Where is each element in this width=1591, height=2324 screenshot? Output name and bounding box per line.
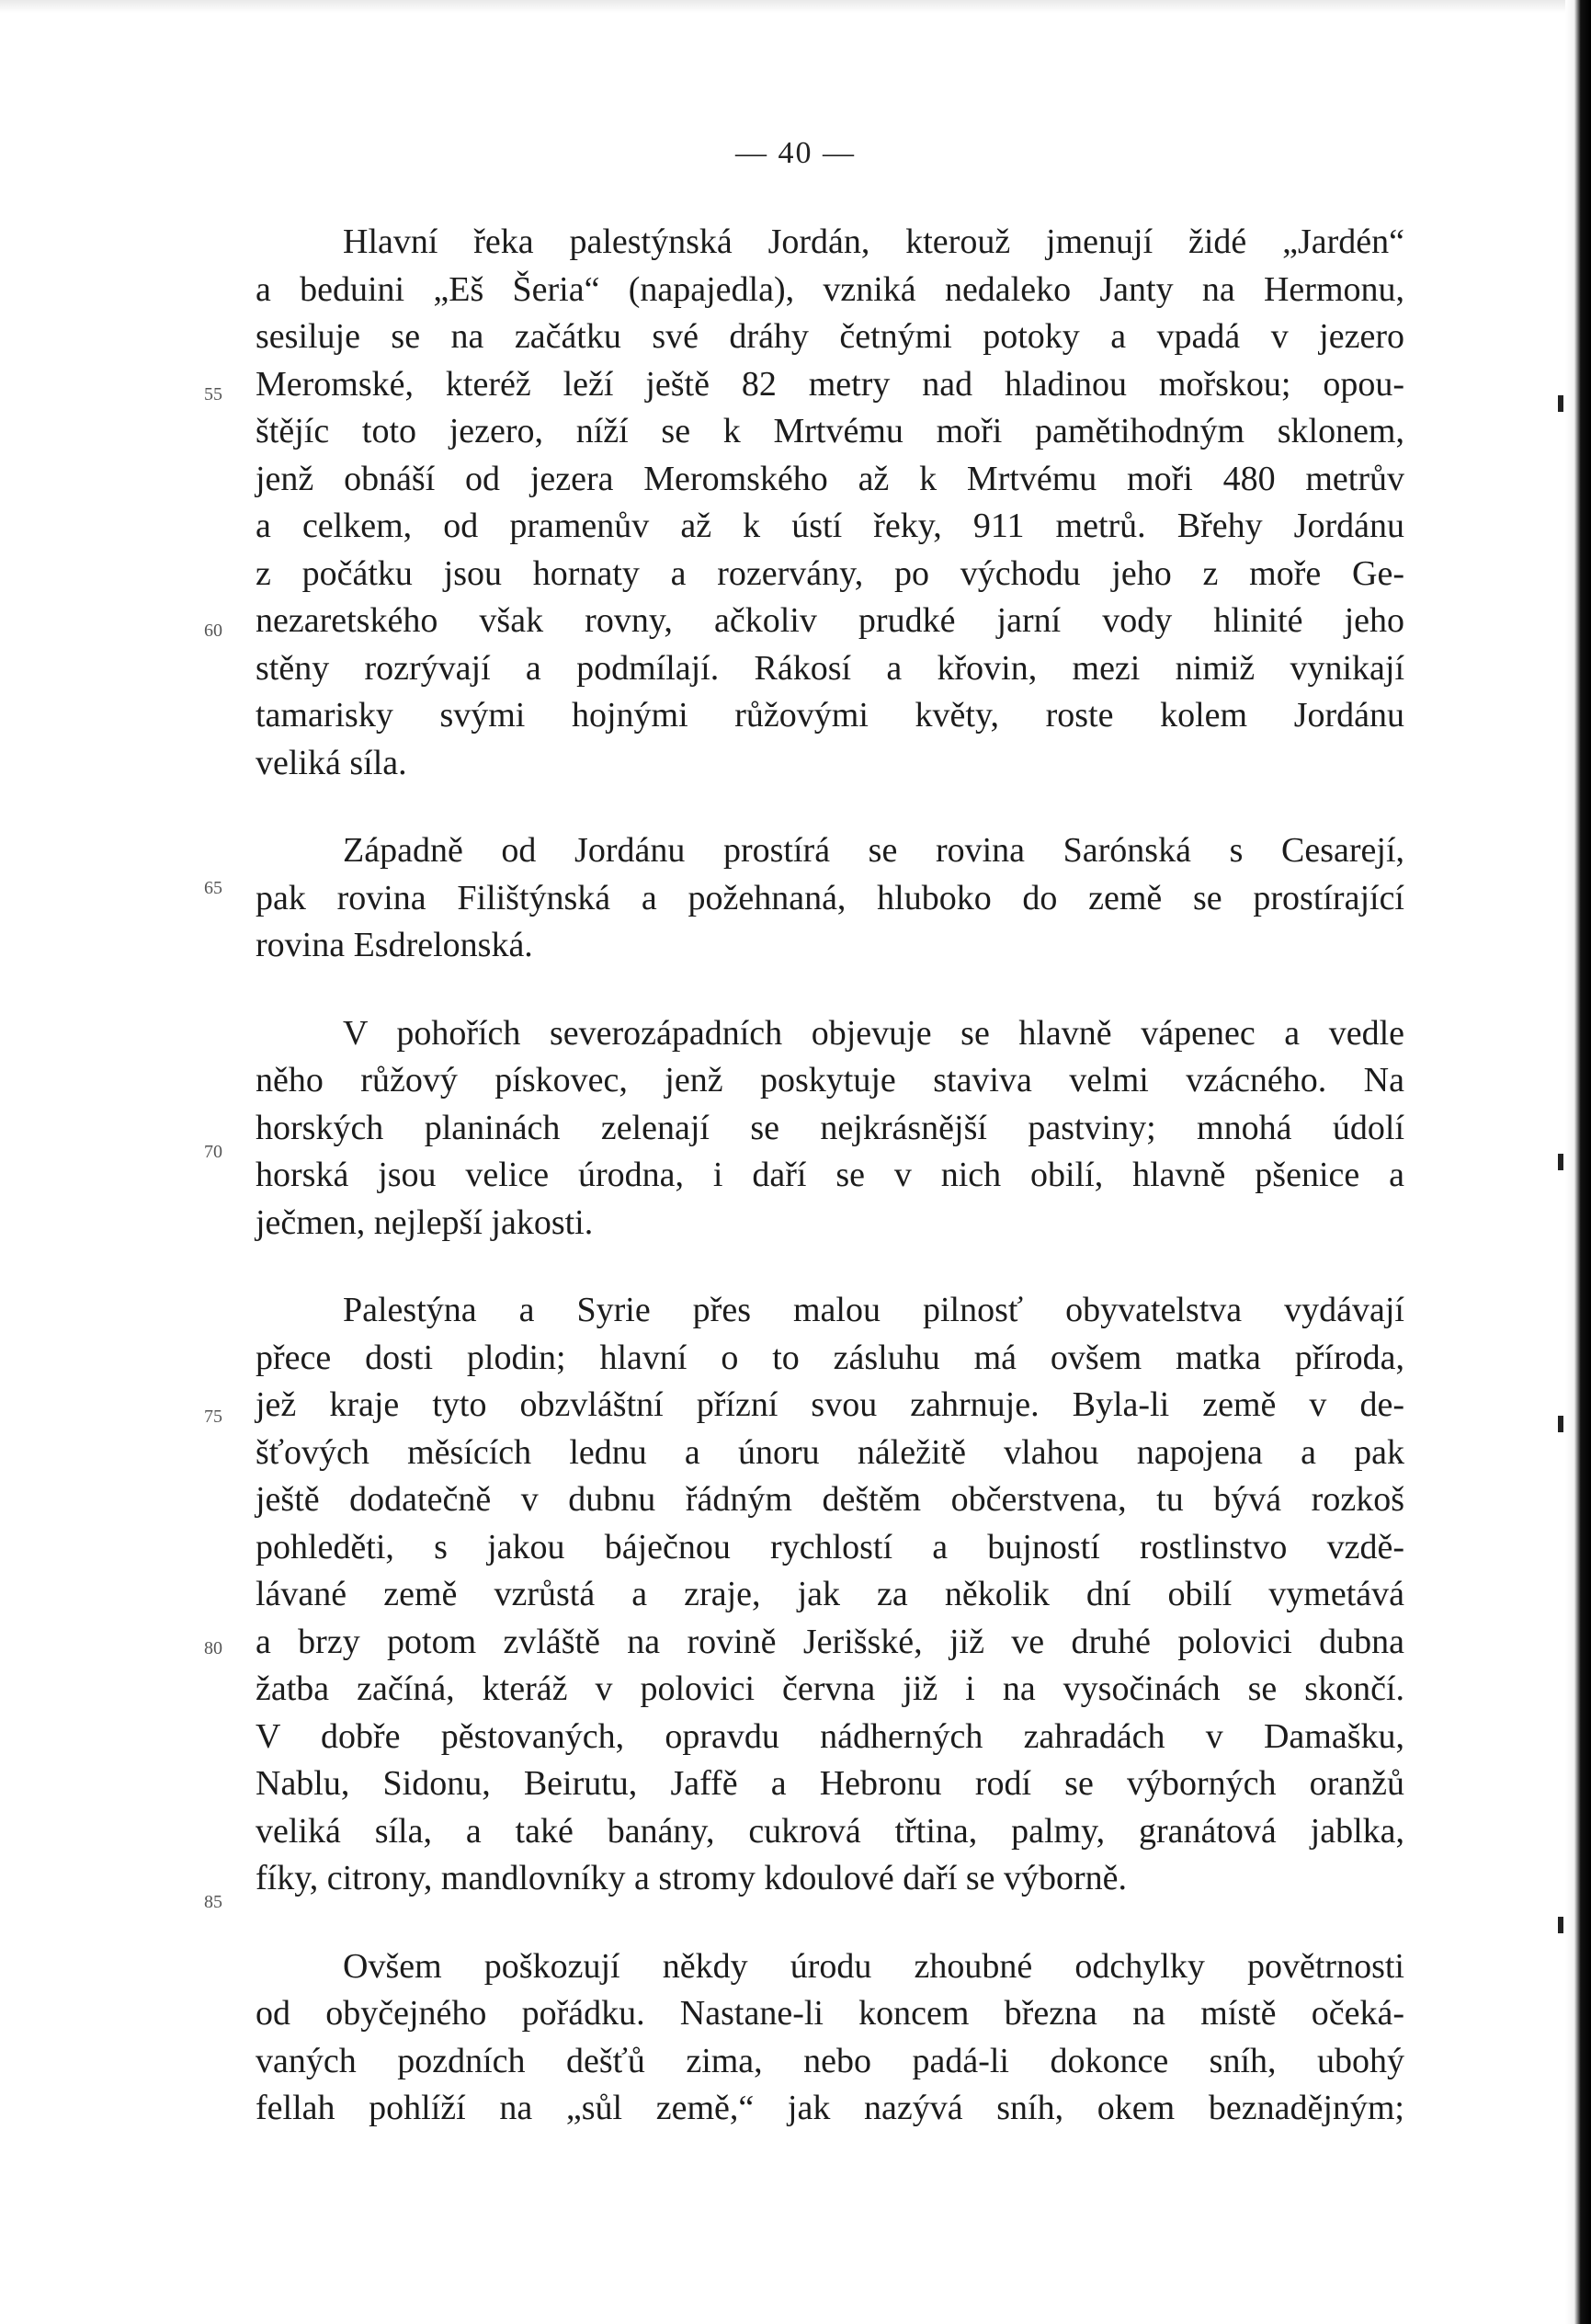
text-line: rovina Esdrelonská. <box>256 926 533 964</box>
paragraph-plains <box>256 827 1404 970</box>
text-line: vaných pozdních dešťů zima, nebo padá-li dokonce sníh, ubohý <box>256 2041 1404 2080</box>
line-number-margin: 65 <box>204 878 222 898</box>
text-line: horských planinách zelenají se nejkrásnější pastviny; mnohá údolí <box>256 1108 1404 1147</box>
text-line: V pohořích severozápadních objevuje se hlavně vápenec a vedle <box>343 1013 1404 1053</box>
text-line: a beduini „Eš Šeria“ (napajedla), vzniká nedaleko Janty na Hermonu, <box>256 269 1404 309</box>
text-line: jenž obnáší od jezera Meromského až k Mrtvému moři 480 metrův <box>256 459 1404 498</box>
line-number-margin: 85 <box>204 1892 222 1912</box>
text-line: ještě dodatečně v dubnu řádným deštěm občerstvena, tu bývá rozkoš <box>256 1480 1404 1519</box>
text-line: přece dosti plodin; hlavní o to zásluhu má ovšem matka příroda, <box>256 1338 1404 1377</box>
text-line: veliká síla, a také banány, cukrová třtina, palmy, granátová jablka, <box>256 1811 1404 1851</box>
binding-mark <box>1558 1416 1563 1432</box>
text-line: a celkem, od pramenův až k ústí řeky, 911 metrů. Břehy Jordánu <box>256 507 1404 545</box>
text-line: V dobře pěstovaných, opravdu nádherných zahradách v Damašku, <box>256 1716 1404 1756</box>
text-line: pak rovina Filištýnská a požehnaná, hluboko do země se prostírající <box>256 878 1404 917</box>
text-line: fíky, citrony, mandlovníky a stromy kdoulové daří se výborně. <box>256 1859 1128 1897</box>
page-number: — 40 — <box>735 136 856 170</box>
text-line: veliká síla. <box>256 743 407 782</box>
text-line: horská jsou velice úrodna, i daří se v nich obilí, hlavně pšenice a <box>256 1156 1404 1194</box>
text-line: a brzy potom zvláště na rovině Jerišské, již ve druhé polovici dubna <box>256 1622 1404 1661</box>
binding-mark <box>1558 395 1563 412</box>
text-line: Hlavní řeka palestýnská Jordán, kterouž jmenují židé „Jardén“ <box>343 222 1404 261</box>
paragraph-weather <box>256 1943 1404 2133</box>
text-line: stěny rozrývají a podmílají. Rákosí a křovin, mezi nimiž vynikají <box>256 648 1404 688</box>
text-line: Palestýna a Syrie přes malou pilnosť obyvatelstva vydávají <box>343 1291 1404 1329</box>
line-number-margin: 75 <box>204 1407 222 1427</box>
text-line: Ovšem poškozují někdy úrodu zhoubné odchylky povětrnosti <box>343 1946 1404 1986</box>
paragraph-crops <box>256 1287 1404 1903</box>
line-number-margin: 60 <box>204 621 222 641</box>
text-line: jež kraje tyto obzvláštní přízní svou zahrnuje. Byla-li země v de- <box>256 1385 1404 1424</box>
text-line: sesiluje se na začátku své dráhy četnými potoky a vpadá v jezero <box>256 317 1404 356</box>
binding-mark <box>1558 1917 1563 1933</box>
paragraph-mountains <box>256 1010 1404 1247</box>
text-line: nezaretského však rovny, ačkoliv prudké jarní vody hlinité jeho <box>256 601 1404 640</box>
text-line: štějíc toto jezero, níží se k Mrtvému moři pamětihodným sklonem, <box>256 412 1404 450</box>
text-line: ječmen, nejlepší jakosti. <box>256 1202 594 1242</box>
text-line: Nablu, Sidonu, Beirutu, Jaffě a Hebronu rodí se výborných oranžů <box>256 1764 1404 1803</box>
body-text <box>256 219 1404 2173</box>
text-line: pohleděti, s jakou báječnou rychlostí a bujností rostlinstvo vzdě- <box>256 1527 1404 1566</box>
text-line: Meromské, kteréž leží ještě 82 metry nad hladinou mořskou; opou- <box>256 364 1404 404</box>
binding-mark <box>1558 1154 1563 1170</box>
text-line: Západně od Jordánu prostírá se rovina Sarónská s Cesarejí, <box>343 831 1404 870</box>
scan-right-edge <box>1565 0 1591 2324</box>
paragraph-jordan <box>256 219 1404 787</box>
text-line: fellah pohlíží na „sůl země,“ jak nazývá sníh, okem beznadějným; <box>256 2089 1404 2127</box>
text-line: žatba začíná, kteráž v polovici června již i na vysočinách se skončí. <box>256 1669 1404 1708</box>
line-number-margin: 80 <box>204 1638 222 1658</box>
text-line: šťových měsících lednu a únoru náležitě vlahou napojena a pak <box>256 1432 1404 1472</box>
scan-top-edge <box>0 0 1591 13</box>
line-number-margin: 70 <box>204 1142 222 1162</box>
text-line: tamarisky svými hojnými růžovými květy, roste kolem Jordánu <box>256 696 1404 735</box>
text-line: něho růžový pískovec, jenž poskytuje staviva velmi vzácného. Na <box>256 1061 1404 1099</box>
text-line: z počátku jsou hornaty a rozervány, po východu jeho z moře Ge- <box>256 553 1404 593</box>
text-line: od obyčejného pořádku. Nastane-li koncem března na místě očeká- <box>256 1994 1404 2033</box>
text-line: lávané země vzrůstá a zraje, jak za několik dní obilí vymetává <box>256 1575 1404 1613</box>
line-number-margin: 55 <box>204 384 222 404</box>
